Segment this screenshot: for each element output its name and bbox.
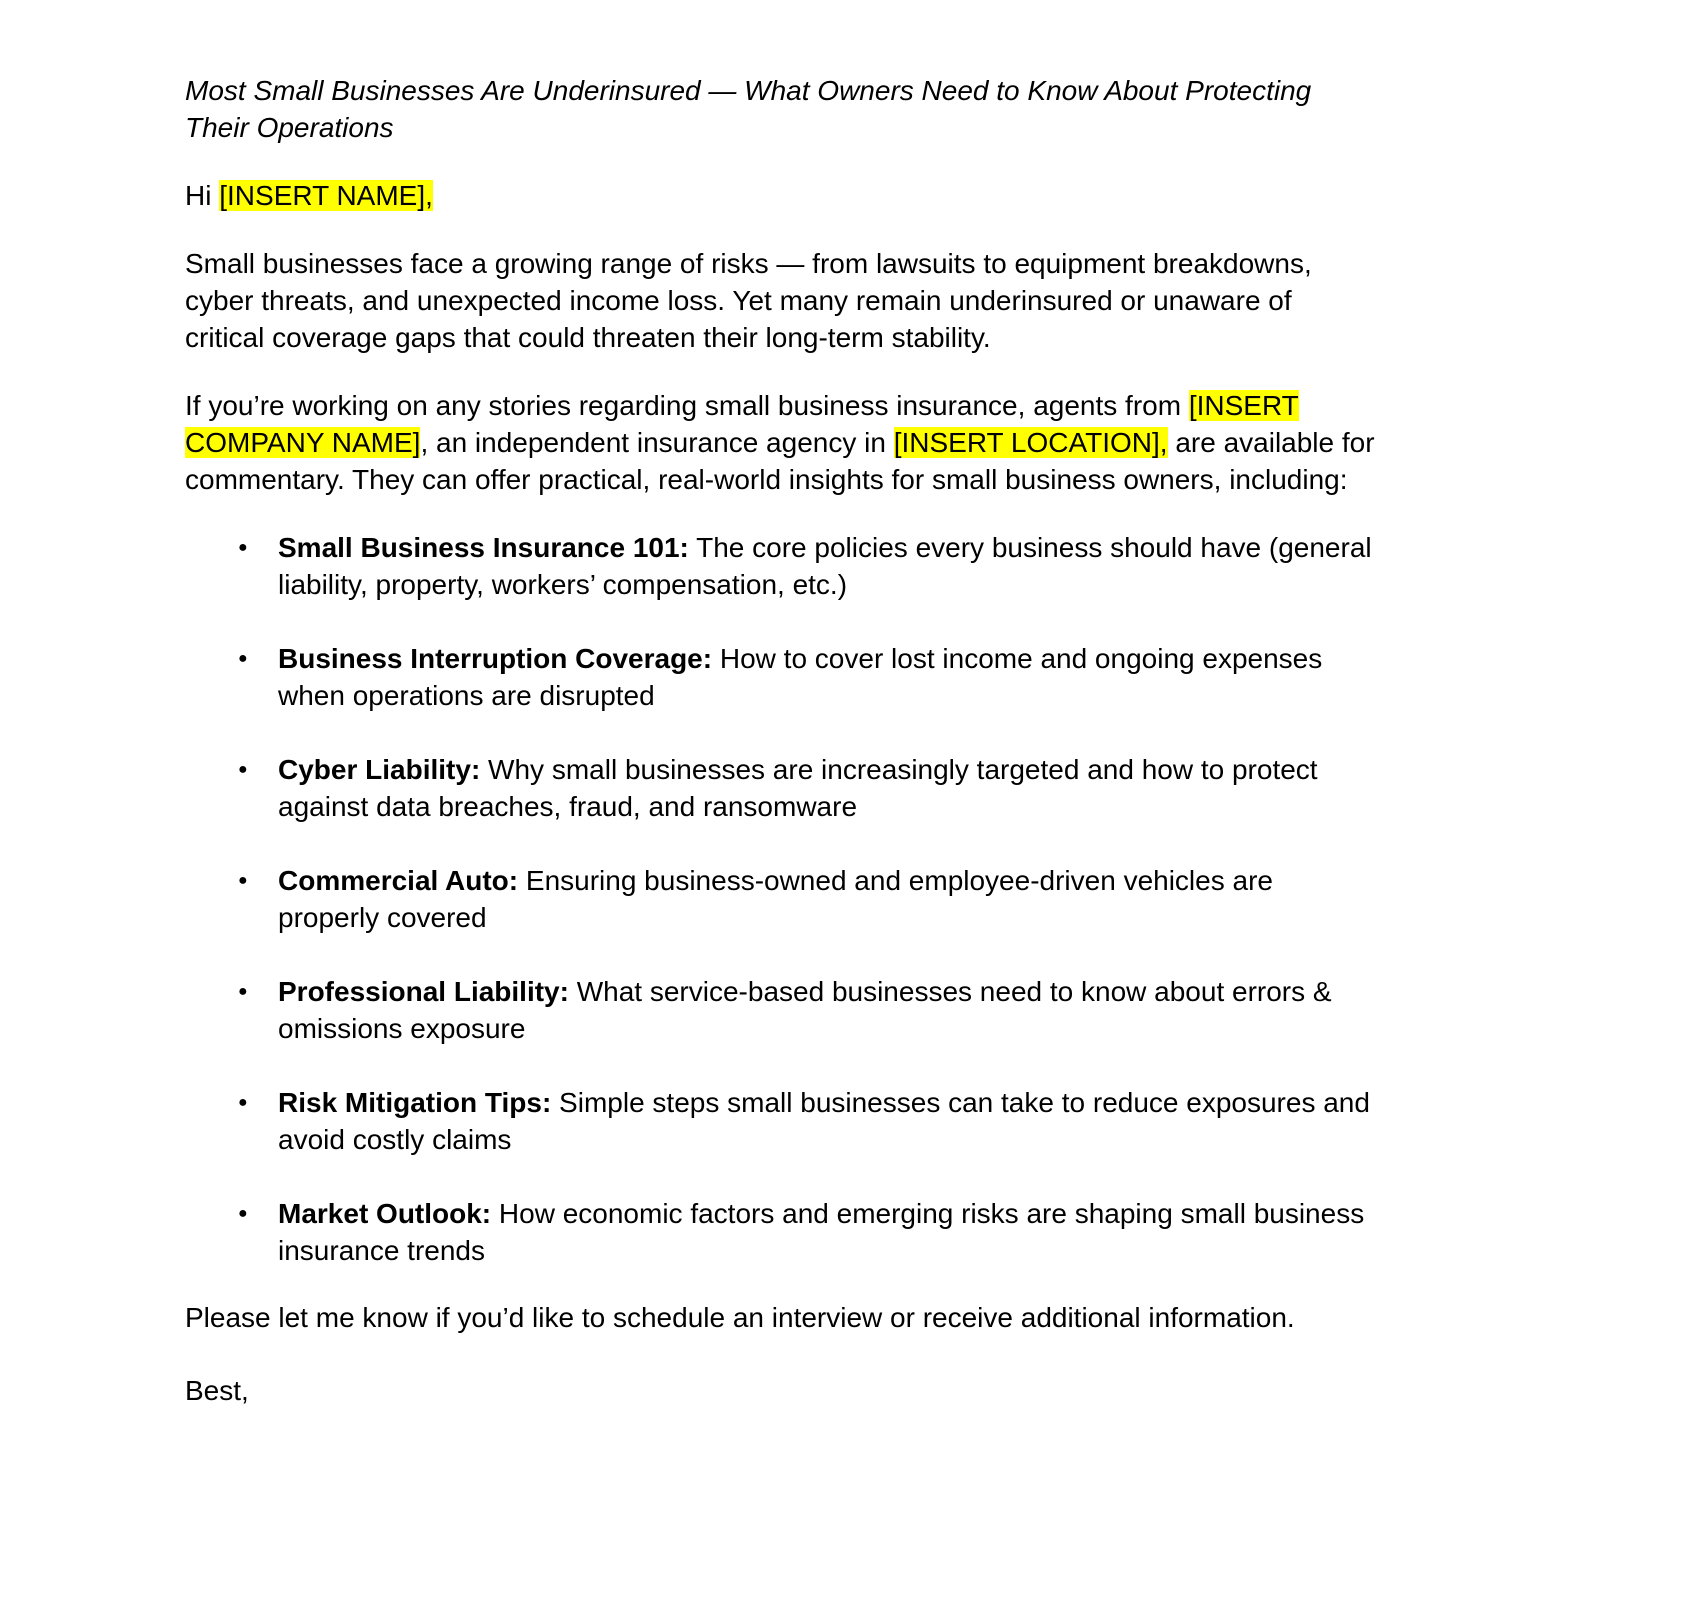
topics-list	[185, 529, 1540, 1269]
text-span: are available for	[1167, 427, 1375, 458]
list-item	[238, 862, 1540, 936]
greeting	[185, 177, 1540, 214]
list-item	[238, 1084, 1540, 1158]
text-line	[278, 899, 1540, 936]
pitch-paragraph	[185, 387, 1540, 498]
text-line	[278, 640, 1540, 677]
text-line	[278, 1010, 1540, 1047]
list-item-text	[278, 973, 1540, 1047]
text-line	[185, 109, 1540, 146]
text-span: The core policies every business should have (general	[688, 532, 1372, 563]
bullet-icon: ●	[238, 761, 248, 778]
text-line	[185, 282, 1540, 319]
list-item	[238, 529, 1540, 603]
text-span: How to cover lost income and ongoing expenses	[712, 643, 1323, 674]
text-line	[278, 1232, 1540, 1269]
bullet-icon: ●	[238, 650, 248, 667]
list-item	[238, 640, 1540, 714]
text-span: when operations are disrupted	[278, 680, 655, 711]
text-line	[278, 788, 1540, 825]
closing-paragraph	[185, 1299, 1540, 1336]
text-span: , an independent insurance agency in	[420, 427, 894, 458]
text-span: Professional Liability:	[278, 976, 569, 1007]
text-span: cyber threats, and unexpected income loss. Yet many remain underinsured or unaware of	[185, 285, 1292, 316]
text-span: What service-based businesses need to know about errors &	[568, 976, 1332, 1007]
document-content	[185, 72, 1540, 1409]
text-line	[185, 245, 1540, 282]
highlight-placeholder: COMPANY NAME]	[185, 427, 421, 458]
text-line	[185, 461, 1540, 498]
text-span: Cyber Liability:	[278, 754, 481, 785]
text-span: Commercial Auto:	[278, 865, 519, 896]
list-item	[238, 973, 1540, 1047]
text-span: Simple steps small businesses can take to reduce exposures and	[551, 1087, 1370, 1118]
text-span: insurance trends	[278, 1235, 486, 1266]
text-line	[278, 566, 1540, 603]
text-line	[278, 529, 1540, 566]
text-span: Risk Mitigation Tips:	[278, 1087, 552, 1118]
text-span: Ensuring business-owned and employee-driven vehicles are	[518, 865, 1273, 896]
bullet-icon: ●	[238, 983, 248, 1000]
text-line	[278, 862, 1540, 899]
text-span: If you’re working on any stories regarding small business insurance, agents from	[185, 390, 1189, 421]
text-line	[278, 973, 1540, 1010]
text-span: critical coverage gaps that could threaten their long-term stability.	[185, 322, 991, 353]
list-item-text	[278, 862, 1540, 936]
text-line	[185, 424, 1540, 461]
text-line	[185, 1299, 1540, 1336]
text-span: against data breaches, fraud, and ransomware	[278, 791, 858, 822]
list-item-text	[278, 529, 1540, 603]
highlight-placeholder: [INSERT	[1188, 390, 1299, 421]
list-item-text	[278, 640, 1540, 714]
text-span: Business Interruption Coverage:	[278, 643, 713, 674]
text-span: Best,	[185, 1375, 249, 1406]
document-title	[185, 72, 1540, 146]
signoff	[185, 1372, 1540, 1409]
text-span: Small Business Insurance 101:	[278, 532, 689, 563]
list-item-text	[278, 1195, 1540, 1269]
list-item	[238, 751, 1540, 825]
text-span: Why small businesses are increasingly targeted and how to protect	[480, 754, 1318, 785]
text-line	[185, 387, 1540, 424]
text-span: omissions exposure	[278, 1013, 526, 1044]
text-span: commentary. They can offer practical, real-world insights for small business owners, including:	[185, 464, 1348, 495]
text-line	[185, 177, 1540, 214]
highlight-placeholder: [INSERT NAME],	[219, 180, 433, 211]
text-span: properly covered	[278, 902, 487, 933]
text-line	[278, 677, 1540, 714]
bullet-icon: ●	[238, 539, 248, 556]
text-line	[278, 1121, 1540, 1158]
bullet-icon: ●	[238, 1094, 248, 1111]
text-line	[185, 1372, 1540, 1409]
text-line	[185, 319, 1540, 356]
text-span: Please let me know if you’d like to schedule an interview or receive additional information.	[185, 1302, 1295, 1333]
text-line	[278, 751, 1540, 788]
text-span: How economic factors and emerging risks are shaping small business	[491, 1198, 1365, 1229]
text-span: Market Outlook:	[278, 1198, 492, 1229]
text-line	[185, 72, 1540, 109]
text-span: Their Operations	[185, 112, 394, 143]
list-item-text	[278, 751, 1540, 825]
intro-paragraph	[185, 245, 1540, 356]
text-span: Small businesses face a growing range of risks — from lawsuits to equipment breakdowns,	[185, 248, 1312, 279]
text-span: Hi	[185, 180, 220, 211]
list-item-text	[278, 1084, 1540, 1158]
list-item	[238, 1195, 1540, 1269]
highlight-placeholder: [INSERT LOCATION],	[893, 427, 1168, 458]
text-line	[278, 1084, 1540, 1121]
bullet-icon: ●	[238, 1205, 248, 1222]
bullet-icon: ●	[238, 872, 248, 889]
text-span: avoid costly claims	[278, 1124, 512, 1155]
text-span: liability, property, workers’ compensation, etc.)	[278, 569, 848, 600]
text-line	[278, 1195, 1540, 1232]
text-span: Most Small Businesses Are Underinsured — What Owners Need to Know About Protecting	[185, 75, 1312, 106]
